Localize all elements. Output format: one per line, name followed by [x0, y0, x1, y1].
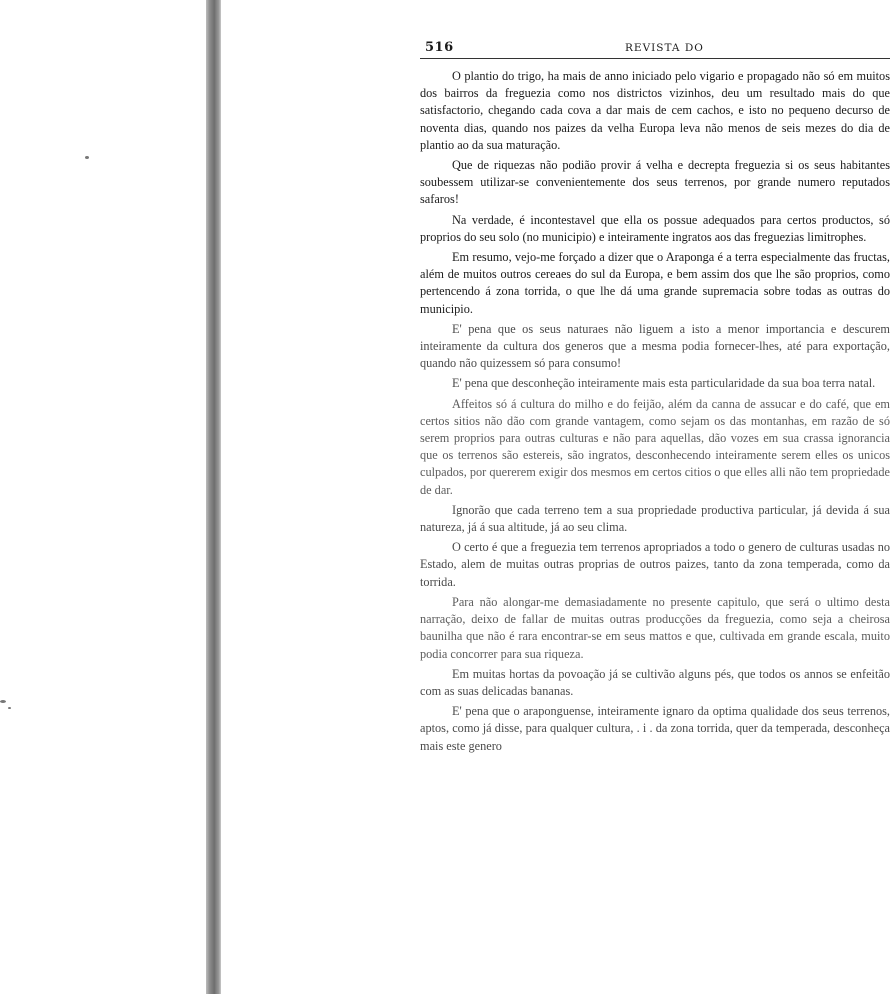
paragraph: E' pena que os seus naturaes não liguem a isto a menor importancia e descurem inteiramente da cultura dos generos que a mesma podia fornecer-lhes, até para exportação, quando não quizessem só para consumo!	[420, 321, 890, 371]
book-binding-shadow	[206, 0, 221, 994]
paragraph: Para não alongar-me demasiadamente no presente capitulo, que será o ultimo desta narração, deixo de fallar de muitas outras producções da freguezia, como seja a cheirosa baunilha que não é rara encontrar-se em seus mattos e que, cultivada em grande escala, muito podia concorrer para sua riqueza.	[420, 594, 890, 661]
paragraph: O certo é que a freguezia tem terrenos apropriados a todo o genero de culturas usadas no Estado, alem de muitas outras proprias de outros paizes, tanto da zona temperada, como da torrida.	[420, 540, 890, 589]
paragraph: Na verdade, é incontestavel que ella os possue adequados para certos productos, só proprios do seu solo (no municipio) e inteiramente ingratos aos das freguezias limitrophes.	[420, 212, 890, 244]
scan-speck	[85, 156, 89, 159]
book-page	[420, 36, 890, 994]
paragraph: E' pena que o araponguense, inteiramente ignaro da optima qualidade dos seus terrenos, aptos, como já disse, para qualquer cultura, . i . da zona torrida, quer da temperada, desconheça mais este genero	[420, 704, 890, 753]
scan-speck	[8, 707, 11, 709]
running-head: REVISTA DO	[625, 42, 704, 54]
paragraph: E' pena que desconheção inteiramente mais esta particularidade da sua boa terra natal.	[452, 376, 876, 391]
paragraph: Em muitas hortas da povoação já se cultivão alguns pés, que todos os annos se enfeitão com as suas delicadas bananas.	[420, 666, 890, 698]
paragraph: O plantio do trigo, ha mais de anno iniciado pelo vigario e propagado não só em muitos dos bairros da freguezia como nos districtos vizinhos, deu um resultado mais do que satisfactorio, chegando cada cova a dar mais de cem cachos, e isto no pequeno decurso de noventa dias, quando nos paizes da velha Europa leva não menos de seis mezes do dia de plantio ao da sua maturação.	[420, 69, 890, 152]
page-number: 516	[425, 40, 454, 55]
body-text	[420, 68, 890, 755]
paragraph: Que de riquezas não podião provir á velha e decrepta freguezia si os seus habitantes soubessem utilizar-se convenientemente dos seus terrenos, por grande numero reputados safaros!	[420, 158, 890, 207]
page-header	[420, 36, 890, 59]
scan-speck	[0, 700, 6, 703]
paragraph: Em resumo, vejo-me forçado a dizer que o Araponga é a terra especialmente das fructas, além de muitos outros cereaes do sul da Europa, e bem assim dos que lhe são proprios, como pertencendo á zona torrida, o que lhe dá uma grande supremacia sobre todas as outras do municipio.	[420, 250, 890, 316]
paragraph: Affeitos só á cultura do milho e do feijão, além da canna de assucar e do café, que em certos sitios não dão com grande vantagem, como sejam os das montanhas, em razão de só serem proprios para outras culturas e não para aquellas, dão vozes em sua crassa ignorancia que os terrenos são estereis, são ingratos, desconhecendo inteiramente serem elles os unicos culpados, por quererem exigir dos mesmos em certos citios o que elles alli não tem propriedade de dar.	[420, 396, 890, 497]
paragraph: Ignorão que cada terreno tem a sua propriedade productiva particular, já devida á sua natureza, já á sua altitude, já ao seu clima.	[420, 502, 890, 535]
